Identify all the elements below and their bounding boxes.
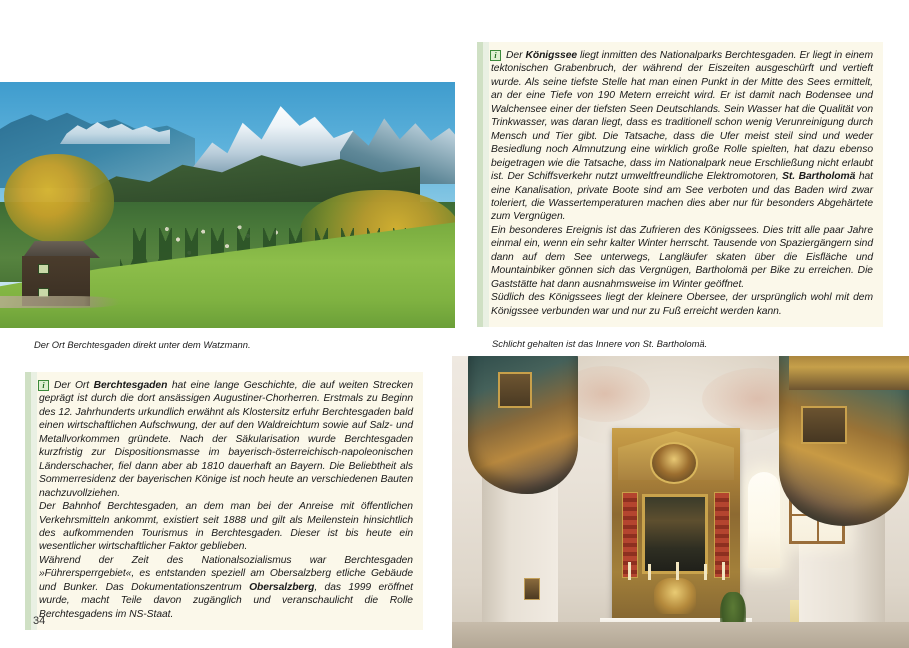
infobox-berchtesgaden (25, 372, 423, 630)
photo-pulpit-left (468, 356, 578, 494)
photo-path (0, 296, 120, 308)
photo-pulpit-left-panel (498, 372, 532, 408)
berchtesgaden-landscape-photo (0, 82, 455, 328)
infobox-berchtesgaden-paragraph-1: Der Ort Berchtesgaden hat eine lange Geschichte, die auf weiten Strecken geprägt ist durch die dort ansässigen Augustiner-Chorherren. Erstmals zu Beginn des 12. Jahrhunderts urkundlich erwähnt als Klostersitz erfuhr Berchtesgaden bald einen wirtschaftlichen Aufschwung, der auf den Waldreichtum sowie auf Salz- und Metallvorkommen gründete. Nach der Säkularisation wurde Berchtesgaden kurzfristig zur Dispositionsmasse im bayerisch-österreichisch-napoleonischen Länderschacher, fiel dann aber ab 1810 dauerhaft an Bayern. Die Beliebtheit als Sommerresidenz der bayerischen Könige ist noch heute an verschiedenen Bauten nachzuvollziehen. (39, 380, 413, 499)
page-number: 34 (33, 615, 46, 627)
photo-pulpit-canopy (789, 356, 909, 390)
caption-st-bartholomae-interior: Schlicht gehalten ist das Innere von St. Bartholomä. (492, 338, 708, 349)
infobox-berchtesgaden-paragraph-2: Der Bahnhof Berchtesgaden, an dem man bei der Anreise mit öffentlichen Verkehrsmitteln ankommt, existiert seit 1888 und gilt als Meilenstein hinsichtlich des aufkommenden Tourismus in Berchtesgaden. Dieser ist bis heute ein wesentlicher wirtschaftlicher Faktor geblieben. (39, 501, 413, 553)
photo-tabernacle (654, 578, 696, 614)
st-bartholomae-interior-photo (452, 356, 909, 648)
photo-altar-candles (624, 562, 730, 580)
info-icon: i (490, 50, 501, 61)
photo-wall-picture (524, 578, 540, 600)
infobox-koenigssee-paragraph-3: Südlich des Königssees liegt der kleinere Obersee, der ursprünglich wohl mit dem Königssee verbunden war und nur zu Fuß erreicht werden kann. (491, 292, 873, 317)
infobox-koenigssee-paragraph-1: Der Königssee liegt inmitten des Nationalparks Berchtesgaden. Er liegt in einem tektonischen Grabenbruch, der während der Eiszeiten ausgeschürft und vertieft wurde. Als seine tiefste Stelle hat man einen Punkt in der Mitte des Sees ermittelt, an der eine Tiefe von 190 Metern erreicht wird. Er ist damit nach Bodensee und Walchensee einer der tiefsten Seen Deutschlands. Sein Wasser hat die Qualität von Trinkwasser, was daran liegt, dass es traditionell schon wenig Verunreinigung durch Mensch und Tier gibt. Die Tatsache, dass die Ufer meist steil sind und weder Besiedlung noch Almnutzung eine wirklich große Rolle spielten, hat dazu ebenso beigetragen wie die Tatsache, dass im Nationalpark neue Erschließung nicht erlaubt ist. Der Schiffsverkehr nutzt umweltfreundliche Elektromotoren, St. Bartholomä hat eine Kanalisation, private Boote sind am See verboten und das Baden wird zwar toleriert, die Wassertemperaturen machen dies aber nur für besonders Abgehärtete zum Vergnügen. (491, 50, 873, 223)
photo-pulpit-right (779, 356, 909, 526)
photo-altar-tondo-painting (650, 442, 698, 484)
infobox-berchtesgaden-paragraph-3: Während der Zeit des Nationalsozialismus war Berchtesgaden »Führersperrgebiet«, es entstanden speziell am Obersalzberg etliche Gebäude und Bunker. Das Dokumentationszentrum Obersalzberg, das 1999 eröffnet wurde, macht Teile davon zugänglich und veranschaulicht die Rolle Berchtesgadens im NS-Staat. (39, 554, 413, 620)
photo-church-floor (452, 622, 909, 648)
info-icon: i (38, 380, 49, 391)
photo-pulpit-right-panel (801, 406, 847, 444)
photo-hut-window-upper (38, 264, 49, 274)
infobox-koenigssee-paragraph-2: Ein besonderes Ereignis ist das Zufrieren des Königssees. Dies tritt alle paar Jahre einmal ein, wenn ein sehr kalter Winter herrscht. Tausende von Spaziergängern sind dann auf dem See unterwegs, Langläufer skaten über die Eisfläche und Mountainbiker gönnen sich das Vergnügen, Bartholomä per Bike zu erreichen. Die Gaststätte hat dann ausnahmsweise im Winter geöffnet. (491, 224, 873, 290)
infobox-koenigssee (477, 42, 883, 327)
photo-chancel-window (748, 472, 780, 568)
caption-berchtesgaden-landscape: Der Ort Berchtesgaden direkt unter dem Watzmann. (34, 339, 251, 350)
